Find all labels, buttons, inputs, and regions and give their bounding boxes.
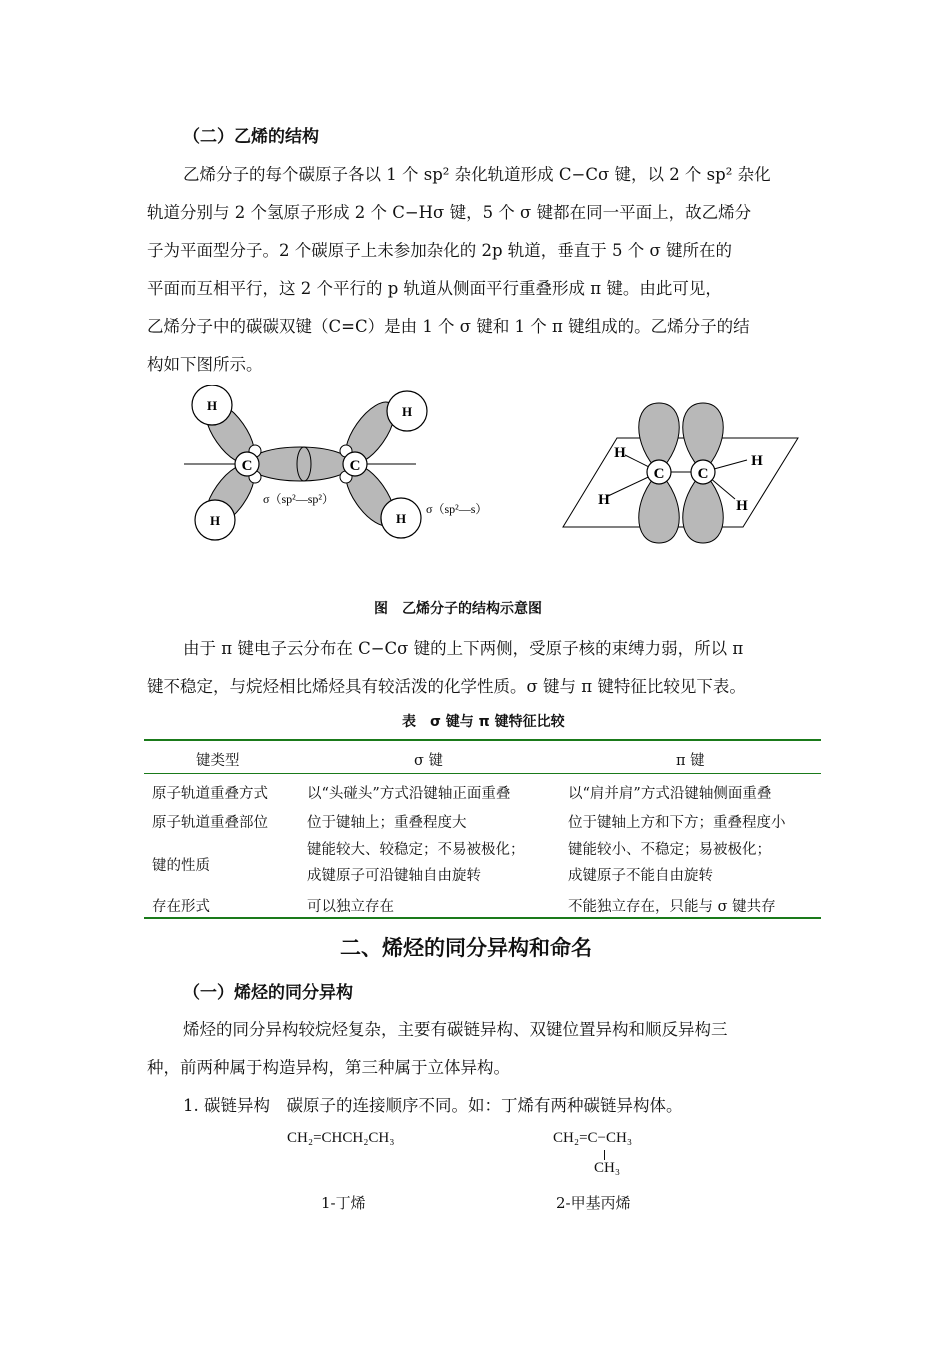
para3-line-2: 种，前两种属于构造异构，第三种属于立体异构。 [147,1058,510,1077]
table-cell: 键的性质 [152,858,210,874]
h-label: H [614,445,626,461]
para-line-6: 构如下图所示。 [147,355,263,374]
para-line-4: 平面而互相平行，这 2 个平行的 p 轨道从侧面平行重叠形成 π 键。由此可见， [147,279,722,298]
h-label: H [206,398,218,413]
para2-line-1: 由于 π 键电子云分布在 C−Cσ 键的上下两侧，受原子核的束缚力弱，所以 π [183,639,744,658]
section-title: 二、烯烃的同分异构和命名 [340,936,592,960]
table-cell: 存在形式 [152,899,210,915]
c-label: C [697,466,709,482]
compound-name: 1-丁烯 [321,1194,366,1212]
h-label: H [209,513,221,528]
c-label: C [653,466,665,482]
branch-bond [604,1150,605,1160]
table-header: σ 键 [414,753,444,769]
h-label: H [598,492,610,508]
table-cell: 键能较小、不稳定；易被极化； 成键原子不能自由旋转 [568,842,771,884]
sigma-bond-diagram [184,385,487,540]
table-header: π 键 [676,753,705,769]
figure-caption: 图 乙烯分子的结构示意图 [374,601,542,617]
table-cell: 以“头碰头”方式沿键轴正面重叠 [307,786,511,802]
table-cell: 原子轨道重叠部位 [152,815,268,831]
sigma-sp2-s-label: σ（sp²—s） [426,502,488,516]
list-item-1: 1. 碳链异构 碳原子的连接顺序不同。如：丁烯有两种碳链异构体。 [183,1096,683,1115]
sigma-sp2-sp2-label: σ（sp²—sp²） [263,492,335,506]
para2-line-2: 键不稳定，与烷烃相比烯烃具有较活泼的化学性质。σ 键与 π 键特征比较见下表。 [147,677,746,696]
compound-formula: CH₂=C−CH₃ [553,1130,633,1146]
para3-line-1: 烯烃的同分异构较烷烃复杂，主要有碳链异构、双键位置异构和顺反异构三 [183,1020,728,1039]
comparison-table [144,739,821,919]
table-cell: 不能独立存在，只能与 σ 键共存 [568,899,776,915]
para-line-5: 乙烯分子中的碳碳双键（C=C）是由 1 个 σ 键和 1 个 π 键组成的。乙烯分子的结 [147,317,750,336]
section-heading: （二）乙烯的结构 [183,127,319,147]
table-header-row [144,741,821,773]
table-cell: 键能较大、较稳定；不易被极化； 成键原子可沿键轴自由旋转 [307,842,525,884]
ethylene-structure-figure [170,385,830,555]
c-label: C [349,458,361,474]
h-label: H [401,404,413,419]
para-line-1: 乙烯分子的每个碳原子各以 1 个 sp² 杂化轨道形成 C−Cσ 键，以 2 个 sp² 杂化 [183,165,771,184]
subsection-heading: （一）烯烃的同分异构 [183,983,353,1003]
c-label: C [241,458,253,474]
table-cell: 以“肩并肩”方式沿键轴侧面重叠 [568,786,772,802]
compound-name: 2-甲基丙烯 [556,1194,631,1212]
para-line-2: 轨道分别与 2 个氢原子形成 2 个 C−Hσ 键，5 个 σ 键都在同一平面上，故乙烯分 [147,203,752,222]
table-cell: 位于键轴上；重叠程度大 [307,815,467,831]
table-caption: 表 σ 键与 π 键特征比较 [402,714,565,730]
pi-bond-diagram [563,403,798,543]
h-label: H [751,453,763,469]
h-label: H [736,498,748,514]
compound-formula: CH₂=CHCH₂CH₃ [287,1130,395,1146]
table-header: 键类型 [196,753,240,769]
h-label: H [395,511,407,526]
para-line-3: 子为平面型分子。2 个碳原子上未参加杂化的 2p 轨道，垂直于 5 个 σ 键所在的 [147,241,733,260]
table-cell: 可以独立存在 [307,899,394,915]
compound-branch: CH₃ [594,1160,621,1176]
table-cell: 原子轨道重叠方式 [152,786,268,802]
table-cell: 位于键轴上方和下方；重叠程度小 [568,815,786,831]
